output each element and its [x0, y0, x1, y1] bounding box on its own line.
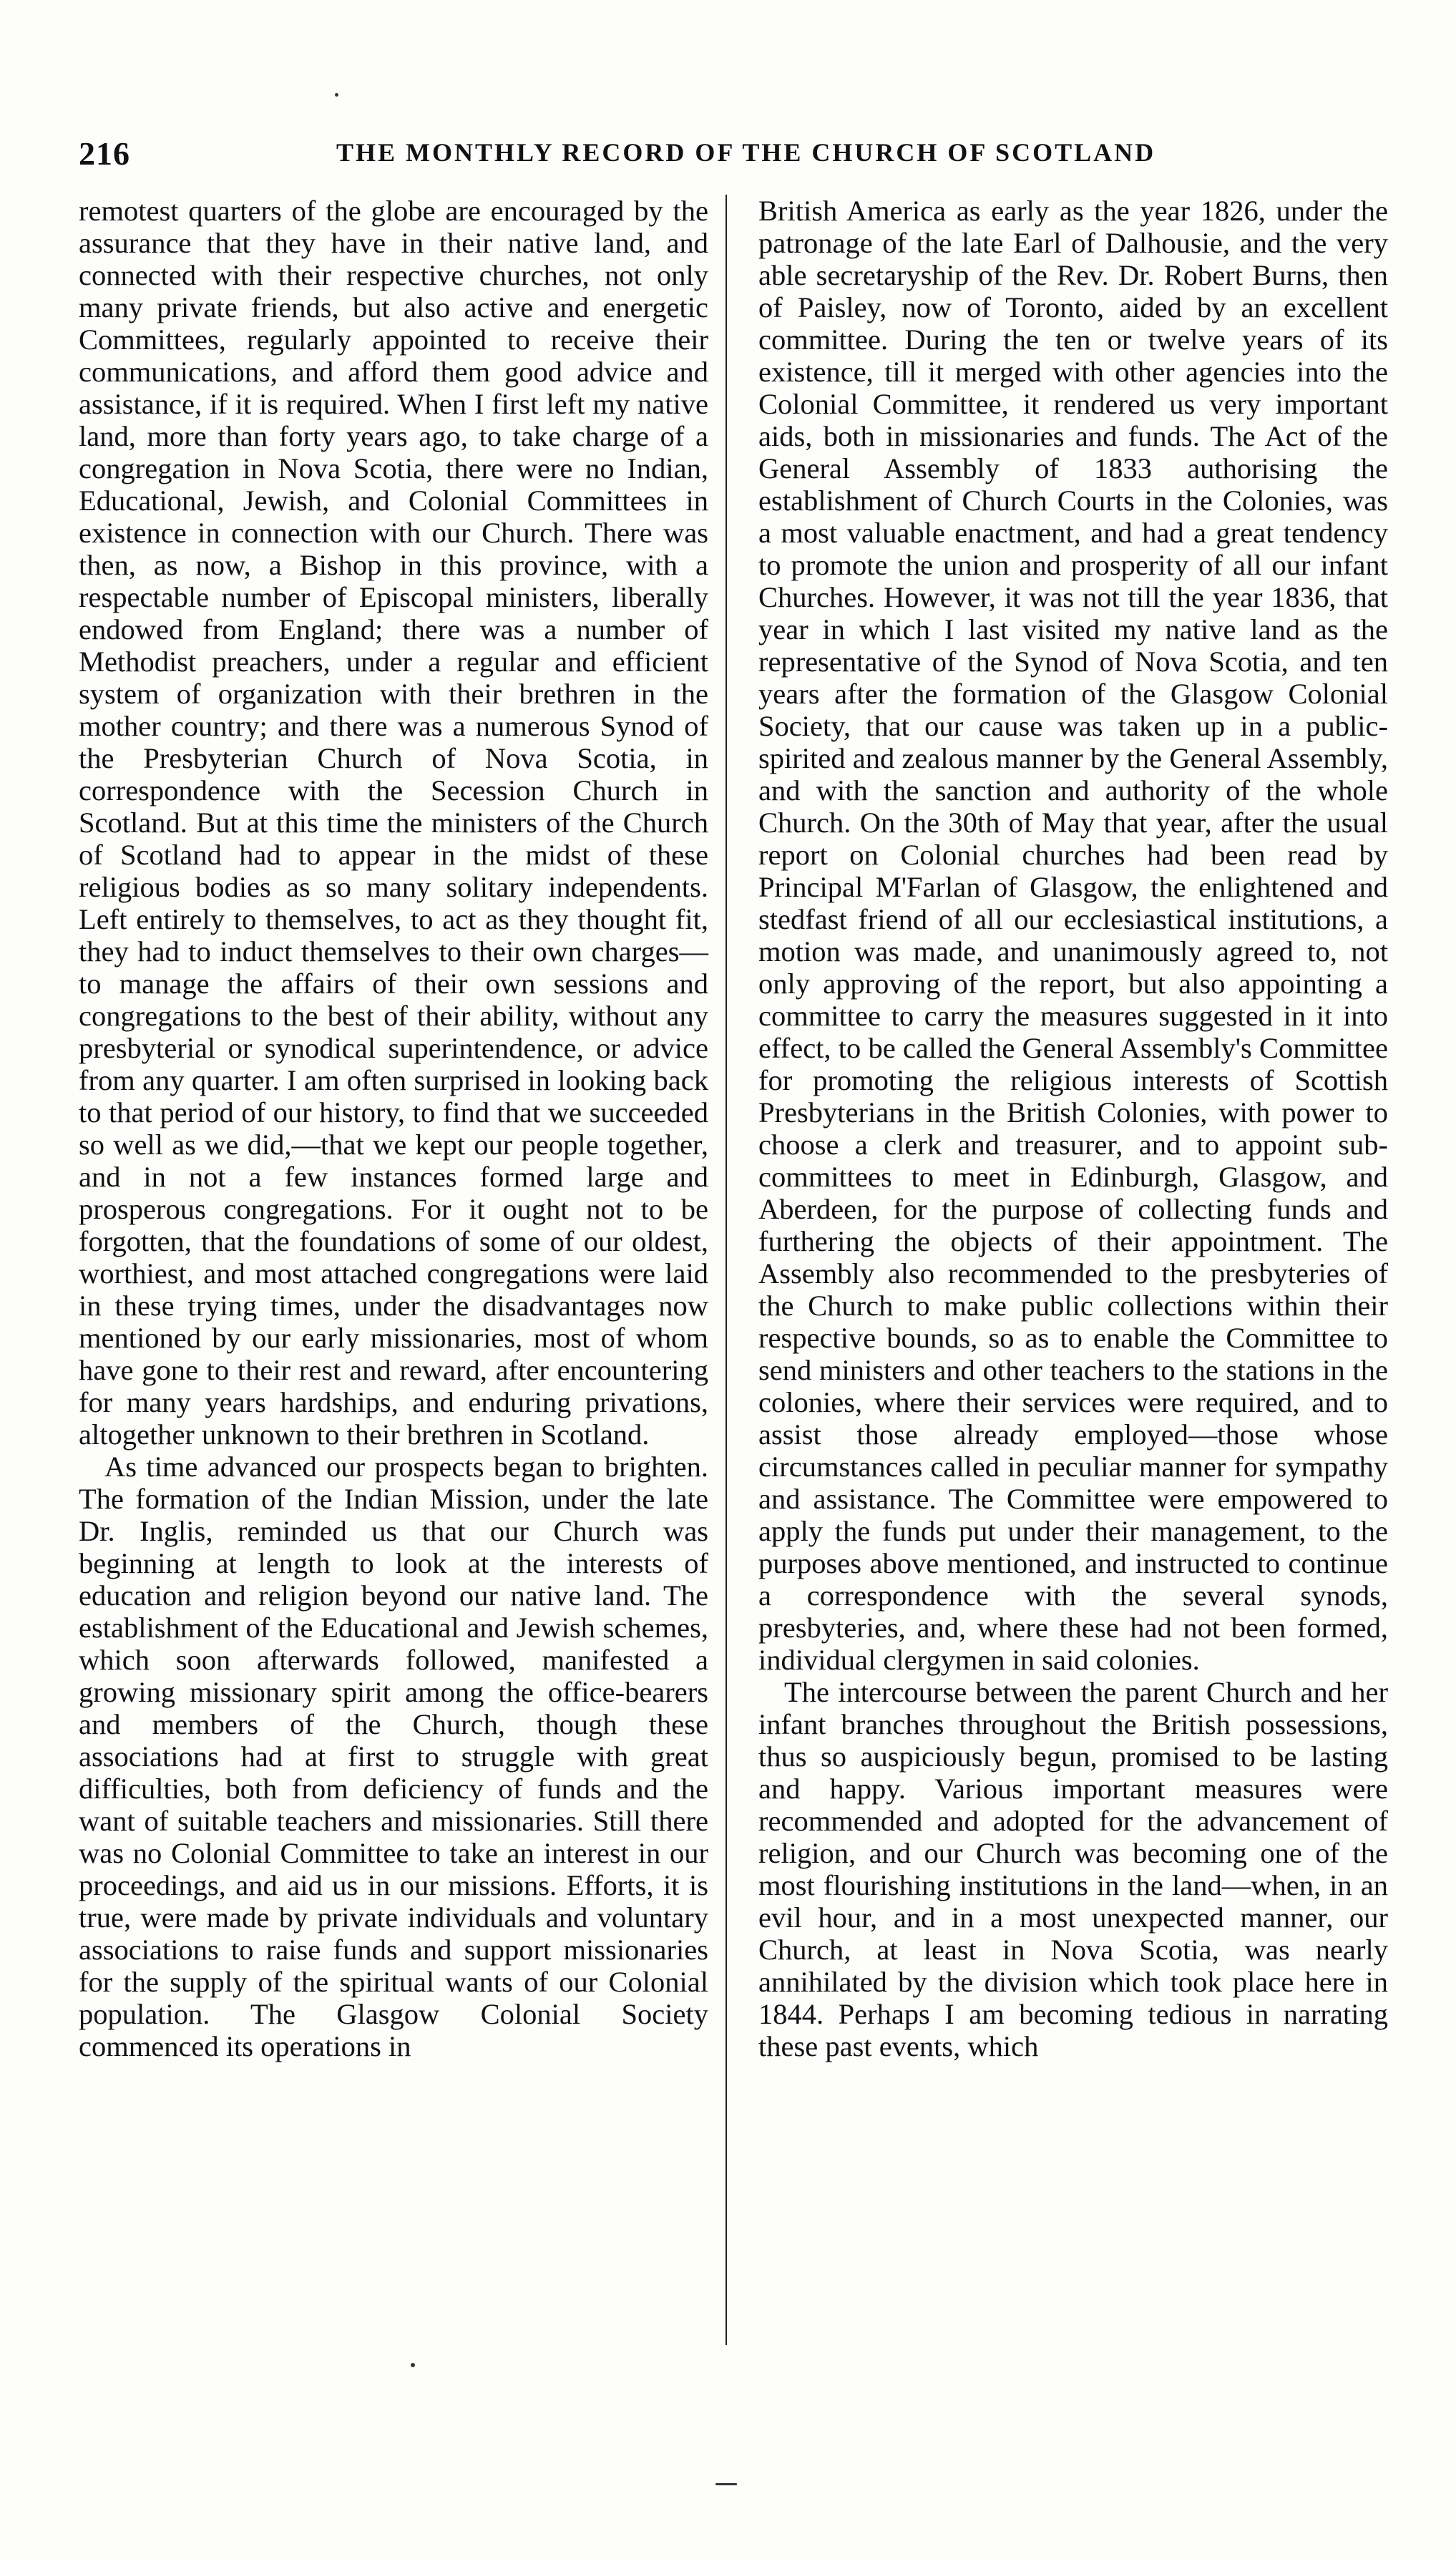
page-header [79, 135, 1388, 177]
paragraph: The intercourse between the parent Church and her infant branches throughout the British possessions, thus so auspiciously begun, promised to be lasting and happy. Various important measures were recommended and adopted for the advancement of religion, and our Church was becoming one of the most flourishing institutions in the land—when, in an evil hour, and in a most unexpected manner, our Church, at least in Nova Scotia, was nearly annihilated by the division which took place here in 1844. Perhaps I am becoming tedious in narrating these past events, which [758, 1676, 1388, 2062]
paragraph: British America as early as the year 1826, under the patronage of the late Earl of Dalhousie, and the very able secretaryship of the Rev. Dr. Robert Burns, then of Paisley, now of Toronto, aided by an excellent committee. During the ten or twelve years of its existence, till it merged with other agencies into the Colonial Committee, it rendered us very important aids, both in missionaries and funds. The Act of the General Assembly of 1833 authorising the establishment of Church Courts in the Colonies, was a most valuable enactment, and had a great tendency to promote the union and prosperity of all our infant Churches. However, it was not till the year 1836, that year in which I last visited my native land as the representative of the Synod of Nova Scotia, and ten years after the formation of the Glasgow Colonial Society, that our cause was taken up in a public-spirited and zealous manner by the General Assembly, and with the sanction and authority of the whole Church. On the 30th of May that year, after the usual report on Colonial churches had been read by Principal M'Farlan of Glasgow, the enlightened and stedfast friend of all our ecclesiastical institutions, a motion was made, and unanimously agreed to, not only approving of the report, but also appointing a committee to carry the measures suggested in it into effect, to be called the General Assembly's Committee for promoting the religious interests of Scottish Presbyterians in the British Colonies, with power to choose a clerk and treasurer, and to appoint sub-committees to meet in Edinburgh, Glasgow, and Aberdeen, for the purpose of collecting funds and furthering the objects of their appointment. The Assembly also recommended to the presbyteries of the Church to make public collections within their respective bounds, so as to enable the Committee to send ministers and other teachers to the stations in the colonies, where their services were required, and to assist those already employed—those whose circumstances called in peculiar manner for sympathy and assistance. The Committee were empowered to apply the funds put under their management, to the purposes above mentioned, and instructed to continue a correspondence with the several synods, presbyteries, and, where these had not been formed, individual clergymen in said colonies. [758, 195, 1388, 1676]
text-columns [79, 195, 1388, 2341]
page-number: 216 [79, 135, 130, 172]
print-speck [335, 93, 338, 97]
running-title: THE MONTHLY RECORD OF THE CHURCH OF SCOTLAND [336, 138, 1156, 167]
print-speck [715, 2483, 737, 2485]
paragraph: remotest quarters of the globe are encouraged by the assurance that they have in their native land, and connected with their respective churches, not only many private friends, but also active and energetic Committees, regularly appointed to receive their communications, and afford them good advice and assistance, if it is required. When I first left my native land, more than forty years ago, to take charge of a congregation in Nova Scotia, there were no Indian, Educational, Jewish, and Colonial Committees in existence in connection with our Church. There was then, as now, a Bishop in this province, with a respectable number of Episcopal ministers, liberally endowed from England; there was a number of Methodist preachers, under a regular and efficient system of organization with their brethren in the mother country; and there was a numerous Synod of the Presbyterian Church of Nova Scotia, in correspondence with the Secession Church in Scotland. But at this time the ministers of the Church of Scotland had to appear in the midst of these religious bodies as so many solitary independents. Left entirely to themselves, to act as they thought fit, they had to induct themselves to their own charges—to manage the affairs of their own sessions and congregations to the best of their ability, without any presbyterial or synodical superintendence, or advice from any quarter. I am often surprised in looking back to that period of our history, to find that we succeeded so well as we did,—that we kept our people together, and in not a few instances formed large and prosperous congregations. For it ought not to be forgotten, that the foundations of some of our oldest, worthiest, and most attached congregations were laid in these trying times, under the disadvantages now mentioned by our early missionaries, most of whom have gone to their rest and reward, after encountering for many years hardships, and enduring privations, altogether unknown to their brethren in Scotland. [79, 195, 708, 1451]
right-column [758, 195, 1388, 2062]
left-column [79, 195, 708, 2062]
paragraph: As time advanced our prospects began to brighten. The formation of the Indian Mission, under the late Dr. Inglis, reminded us that our Church was beginning at length to look at the interests of education and religion beyond our native land. The establishment of the Educational and Jewish schemes, which soon afterwards followed, manifested a growing missionary spirit among the office-bearers and members of the Church, though these associations had at first to struggle with great difficulties, both from deficiency of funds and the want of suitable teachers and missionaries. Still there was no Colonial Committee to take an interest in our proceedings, and aid us in our missions. Efforts, it is true, were made by private individuals and voluntary associations to raise funds and support missionaries for the supply of the spiritual wants of our Colonial population. The Glasgow Colonial Society commenced its operations in [79, 1451, 708, 2062]
print-speck [411, 2363, 415, 2367]
